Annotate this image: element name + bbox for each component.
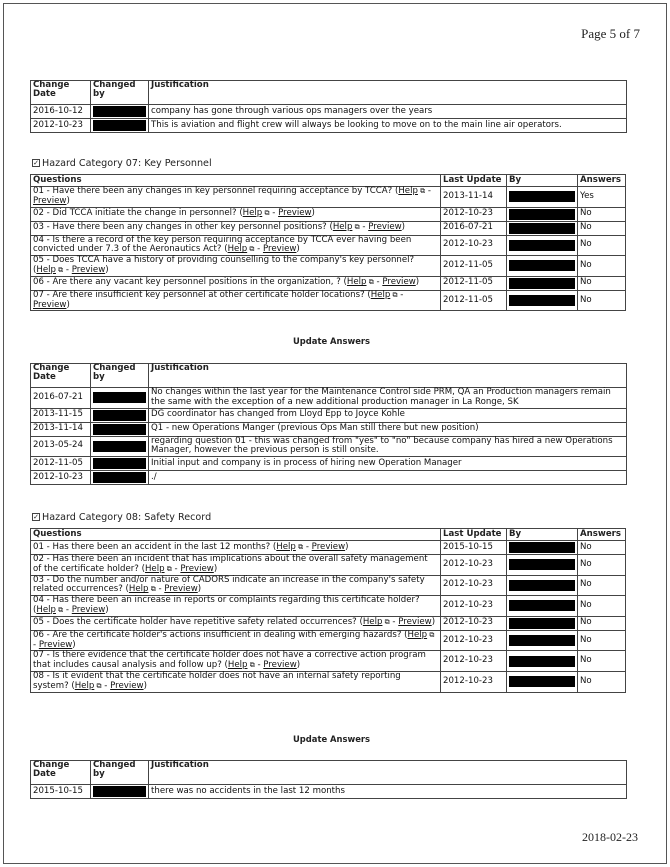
last-update-header: Last Update	[441, 175, 507, 187]
answer: No	[578, 541, 626, 555]
category-title-text: Hazard Category 08: Safety Record	[42, 512, 212, 523]
question-row	[31, 235, 626, 256]
help-link[interactable]: Help	[227, 244, 248, 255]
change-date: 2015-10-15	[31, 785, 91, 799]
help-link[interactable]: Help	[370, 289, 391, 300]
question-row	[31, 541, 626, 555]
changed-by-cell	[91, 436, 149, 457]
by-cell	[507, 256, 578, 277]
redacted-name	[509, 191, 575, 202]
questions-header: Questions	[31, 175, 441, 187]
external-link-icon: ⧉	[390, 290, 398, 299]
checkbox-icon[interactable]: ✓	[33, 159, 39, 167]
log-row	[31, 457, 627, 471]
help-link[interactable]: Help	[242, 208, 263, 219]
preview-link[interactable]: Preview	[33, 195, 67, 206]
external-link-icon: ⧉	[55, 265, 64, 274]
redacted-name	[509, 542, 575, 553]
external-link-icon: ⧉	[94, 681, 102, 690]
change-date: 2016-07-21	[31, 388, 91, 409]
answer: No	[578, 221, 626, 235]
redacted-name	[93, 410, 146, 421]
question-text: 06 - Are there any vacant key personnel positions in the organization, ? (	[33, 277, 347, 288]
justification: there was no accidents in the last 12 months	[149, 785, 627, 799]
change-date: 2016-10-12	[31, 105, 91, 119]
changed-by-header: Changed by	[91, 761, 149, 785]
redacted-name	[509, 559, 575, 570]
changed-by-cell	[91, 388, 149, 409]
category-title-text: Hazard Category 07: Key Personnel	[42, 158, 212, 169]
last-update-header: Last Update	[441, 529, 507, 541]
changed-by-cell	[91, 105, 149, 119]
redacted-name	[93, 424, 146, 435]
changed-by-header: Changed by	[91, 81, 149, 105]
by-cell	[507, 616, 578, 630]
last-update: 2012-10-23	[441, 596, 507, 617]
changed-by-cell	[91, 422, 149, 436]
last-update: 2015-10-15	[441, 541, 507, 555]
redacted-name	[509, 635, 575, 646]
preview-link[interactable]: Preview	[398, 617, 432, 628]
question-text: 04 - Has there been an increase in reports or complaints regarding this certificate holder? (	[33, 595, 420, 615]
changed-by-cell	[91, 471, 149, 485]
change-date: 2012-11-05	[31, 457, 91, 471]
justification-header: Justification	[149, 364, 627, 388]
redacted-name	[509, 295, 575, 306]
preview-link[interactable]: Preview	[262, 244, 297, 255]
answer: No	[578, 596, 626, 617]
change-date: 2013-11-15	[31, 408, 91, 422]
log-row	[31, 785, 627, 799]
help-link[interactable]: Help	[332, 222, 353, 233]
redacted-name	[93, 120, 146, 131]
help-link[interactable]: Help	[36, 604, 56, 615]
question-text: 08 - Is it evident that the certificate holder does not have an internal safety reporting system? (	[33, 670, 401, 691]
justification-header: Justification	[149, 761, 627, 785]
update-answers-link[interactable]: Update Answers	[293, 734, 371, 744]
justification: regarding question 01 - this was changed from "yes" to "no" because company has hired a new Operations Manager, however the previous person is still onsite.	[149, 436, 627, 457]
log-row	[31, 105, 627, 119]
answer: Yes	[578, 187, 626, 208]
question-cell: 04 - Is there a record of the key person requiring acceptance by TCCA ever having been convicted under 7.3 of the Aeronautics Act? (Help ⧉ - Preview)	[31, 235, 441, 256]
redacted-name	[509, 278, 575, 289]
redacted-name	[93, 106, 146, 117]
question-cell: 04 - Has there been an increase in reports or complaints regarding this certificate holder? (Help ⧉ - Preview)	[31, 596, 441, 617]
answer: No	[578, 616, 626, 630]
by-cell	[507, 630, 578, 651]
question-row	[31, 630, 626, 651]
question-cell: 05 - Does TCCA have a history of providing counselling to the company's key personnel? (Help ⧉ - Preview)	[31, 256, 441, 277]
by-cell	[507, 207, 578, 221]
redacted-name	[509, 240, 575, 251]
last-update: 2016-07-21	[441, 221, 507, 235]
answer: No	[578, 207, 626, 221]
preview-link[interactable]: Preview	[382, 277, 416, 288]
question-row	[31, 290, 626, 311]
external-link-icon: ⧉	[352, 223, 360, 232]
log-row	[31, 119, 627, 133]
last-update: 2012-10-23	[441, 207, 507, 221]
preview-link[interactable]: Preview	[71, 604, 106, 615]
question-row	[31, 256, 626, 277]
last-update: 2012-10-23	[441, 555, 507, 576]
preview-link[interactable]: Preview	[311, 541, 346, 552]
last-update: 2012-11-05	[441, 290, 507, 311]
justification: Initial input and company is in process of hiring new Operation Manager	[149, 457, 627, 471]
question-text: 07 - Is there evidence that the certificate holder does not have a corrective action program that includes causal analysis and follow up? (	[33, 650, 426, 671]
question-row	[31, 575, 626, 596]
last-update: 2012-11-05	[441, 256, 507, 277]
preview-link[interactable]: Preview	[278, 208, 312, 219]
change-date: 2013-11-14	[31, 422, 91, 436]
log-row	[31, 471, 627, 485]
justification: ./	[149, 471, 627, 485]
answer: No	[578, 235, 626, 256]
hazard-category-07-title	[32, 158, 212, 169]
preview-link[interactable]: Preview	[33, 299, 67, 310]
last-update: 2012-10-23	[441, 630, 507, 651]
help-link[interactable]: Help	[346, 277, 367, 288]
last-update: 2012-10-23	[441, 616, 507, 630]
external-link-icon: ⧉	[295, 542, 304, 551]
log-row	[31, 422, 627, 436]
redacted-name	[93, 392, 146, 403]
redacted-name	[509, 223, 575, 234]
help-link[interactable]: Help	[407, 629, 428, 640]
redacted-name	[509, 656, 575, 667]
change-date: 2013-05-24	[31, 436, 91, 457]
justification: No changes within the last year for the Maintenance Control side PRM, QA an Production managers remain the same with the exception of a new additional production manager in La Ronge, SK	[149, 388, 627, 409]
external-link-icon: ⧉	[262, 209, 270, 218]
questions-header: Questions	[31, 529, 441, 541]
justification: Q1 - new Operations Manger (previous Ops Man still there but new position)	[149, 422, 627, 436]
question-text: 06 - Are the certificate holder's actions insufficient in dealing with emerging hazards? (	[33, 629, 408, 640]
by-cell	[507, 671, 578, 692]
redacted-name	[509, 209, 575, 220]
help-link[interactable]: Help	[362, 617, 383, 628]
help-link[interactable]: Help	[74, 680, 95, 691]
preview-link[interactable]: Preview	[164, 584, 198, 595]
question-text: 03 - Do the number and/or nature of CADORS indicate an increase in the company's safety related occurrences? (	[33, 574, 425, 595]
by-cell	[507, 555, 578, 576]
question-text: 04 - Is there a record of the key person requiring acceptance by TCCA ever having been convicted under 7.3 of the Aeronautics Act? (	[33, 234, 412, 255]
top-change-log-table	[30, 80, 627, 133]
log-row	[31, 388, 627, 409]
by-cell	[507, 276, 578, 290]
question-text: 03 - Have there been any changes in other key personnel positions? (	[33, 222, 333, 233]
preview-link[interactable]: Preview	[71, 264, 106, 275]
redacted-name	[509, 618, 575, 629]
question-row	[31, 671, 626, 692]
question-row	[31, 555, 626, 576]
changed-by-header: Changed by	[91, 364, 149, 388]
changed-by-cell	[91, 408, 149, 422]
redacted-name	[509, 676, 575, 687]
key-personnel-change-log-table	[30, 363, 627, 485]
by-cell	[507, 290, 578, 311]
question-cell: 08 - Is it evident that the certificate holder does not have an internal safety reporting system? (Help ⧉ - Preview)	[31, 671, 441, 692]
question-cell: 01 - Has there been an accident in the last 12 months? (Help ⧉ - Preview)	[31, 541, 441, 555]
change-date: 2012-10-23	[31, 119, 91, 133]
external-link-icon: ⧉	[164, 564, 172, 573]
justification: DG coordinator has changed from Lloyd Epp to Joyce Kohle	[149, 408, 627, 422]
question-cell: 03 - Have there been any changes in other key personnel positions? (Help ⧉ - Preview)	[31, 221, 441, 235]
by-header: By	[507, 529, 578, 541]
external-link-icon: ⧉	[148, 585, 156, 594]
by-cell	[507, 221, 578, 235]
redacted-name	[93, 441, 146, 452]
redacted-name	[93, 786, 146, 797]
question-cell: 07 - Is there evidence that the certificate holder does not have a corrective action program that includes causal analysis and follow up? (Help ⧉ - Preview)	[31, 651, 441, 672]
answers-header: Answers	[578, 529, 626, 541]
justification-header: Justification	[149, 81, 627, 105]
help-link[interactable]: Help	[128, 584, 149, 595]
question-text: 02 - Has there been an incident that has implications about the overall safety management of the certificate holder? (	[33, 554, 428, 574]
answer: No	[578, 290, 626, 311]
answer: No	[578, 256, 626, 277]
external-link-icon: ⧉	[382, 618, 390, 627]
hazard-category-08-title	[32, 512, 211, 523]
checkbox-icon[interactable]: ✓	[33, 513, 39, 521]
question-text: 02 - Did TCCA initiate the change in personnel? (	[33, 208, 243, 219]
justification: This is aviation and flight crew will always be looking to move on to the main line air operators.	[149, 119, 627, 133]
question-cell: 07 - Are there insufficient key personnel at other certificate holder locations? (Help ⧉ - Preview)	[31, 290, 441, 311]
by-cell	[507, 596, 578, 617]
external-link-icon: ⧉	[55, 605, 64, 614]
update-answers-link[interactable]: Update Answers	[293, 336, 371, 346]
question-cell: 06 - Are the certificate holder's actions insufficient in dealing with emerging hazards? (Help ⧉ - Preview)	[31, 630, 441, 651]
last-update: 2012-10-23	[441, 575, 507, 596]
question-text: 07 - Are there insufficient key personnel at other certificate holder locations? (	[33, 289, 371, 300]
preview-link[interactable]: Preview	[263, 660, 297, 671]
preview-link[interactable]: Preview	[368, 222, 402, 233]
by-cell	[507, 235, 578, 256]
answer: No	[578, 555, 626, 576]
page-number: Page 5 of 7	[581, 26, 640, 41]
external-link-icon: ⧉	[366, 278, 374, 287]
by-header: By	[507, 175, 578, 187]
change-date: 2012-10-23	[31, 471, 91, 485]
question-row	[31, 276, 626, 290]
safety-record-change-log-table	[30, 760, 627, 799]
question-row	[31, 651, 626, 672]
by-cell	[507, 651, 578, 672]
help-link[interactable]: Help	[144, 563, 165, 574]
change-date-header: Change Date	[31, 364, 91, 388]
help-link[interactable]: Help	[398, 186, 418, 196]
redacted-name	[509, 580, 575, 591]
question-row	[31, 207, 626, 221]
question-row	[31, 187, 626, 208]
last-update: 2012-11-05	[441, 276, 507, 290]
question-row	[31, 596, 626, 617]
answer: No	[578, 276, 626, 290]
question-cell: 03 - Do the number and/or nature of CADORS indicate an increase in the company's safety related occurrences? (Help ⧉ - Preview)	[31, 575, 441, 596]
by-cell	[507, 187, 578, 208]
question-text: 01 - Has there been an accident in the last 12 months? (	[33, 541, 277, 552]
answers-header: Answers	[578, 175, 626, 187]
preview-link[interactable]: Preview	[110, 680, 144, 691]
help-link[interactable]: Help	[276, 541, 296, 552]
answer: No	[578, 671, 626, 692]
answer: No	[578, 651, 626, 672]
help-link[interactable]: Help	[227, 660, 248, 671]
change-date-header: Change Date	[31, 761, 91, 785]
last-update: 2012-10-23	[441, 235, 507, 256]
redacted-name	[93, 472, 146, 483]
log-row	[31, 436, 627, 457]
last-update: 2012-10-23	[441, 651, 507, 672]
by-cell	[507, 575, 578, 596]
last-update: 2013-11-14	[441, 187, 507, 208]
changed-by-cell	[91, 457, 149, 471]
redacted-name	[93, 458, 146, 469]
log-row	[31, 408, 627, 422]
preview-link[interactable]: Preview	[38, 639, 73, 650]
question-row	[31, 221, 626, 235]
external-link-icon: ⧉	[247, 661, 255, 670]
redacted-name	[509, 600, 575, 611]
external-link-icon: ⧉	[417, 187, 426, 195]
answer: No	[578, 575, 626, 596]
question-text: 05 - Does TCCA have a history of providing counselling to the company's key personnel? (	[33, 255, 415, 275]
last-update: 2012-10-23	[441, 671, 507, 692]
help-link[interactable]: Help	[36, 264, 56, 275]
footer-date: 2018-02-23	[582, 830, 638, 844]
external-link-icon: ⧉	[247, 245, 255, 254]
by-cell	[507, 541, 578, 555]
justification: company has gone through various ops managers over the years	[149, 105, 627, 119]
question-row	[31, 616, 626, 630]
question-text: 01 - Have there been any changes in key personnel requiring acceptance by TCCA? (	[33, 186, 399, 196]
safety-record-questions-table	[30, 528, 626, 693]
redacted-name	[509, 260, 575, 271]
external-link-icon: ⧉	[427, 630, 435, 639]
question-text: 05 - Does the certificate holder have repetitive safety related occurrences? (	[33, 617, 363, 628]
preview-link[interactable]: Preview	[180, 563, 214, 574]
key-personnel-questions-table	[30, 174, 626, 311]
change-date-header: Change Date	[31, 81, 91, 105]
changed-by-cell	[91, 119, 149, 133]
question-cell: 05 - Does the certificate holder have repetitive safety related occurrences? (Help ⧉ - Preview)	[31, 616, 441, 630]
changed-by-cell	[91, 785, 149, 799]
question-cell: 02 - Did TCCA initiate the change in personnel? (Help ⧉ - Preview)	[31, 207, 441, 221]
question-cell: 01 - Have there been any changes in key personnel requiring acceptance by TCCA? (Help ⧉ - Preview)	[31, 187, 441, 208]
question-cell: 06 - Are there any vacant key personnel positions in the organization, ? (Help ⧉ - Preview)	[31, 276, 441, 290]
answer: No	[578, 630, 626, 651]
question-cell: 02 - Has there been an incident that has implications about the overall safety management of the certificate holder? (Help ⧉ - Preview)	[31, 555, 441, 576]
